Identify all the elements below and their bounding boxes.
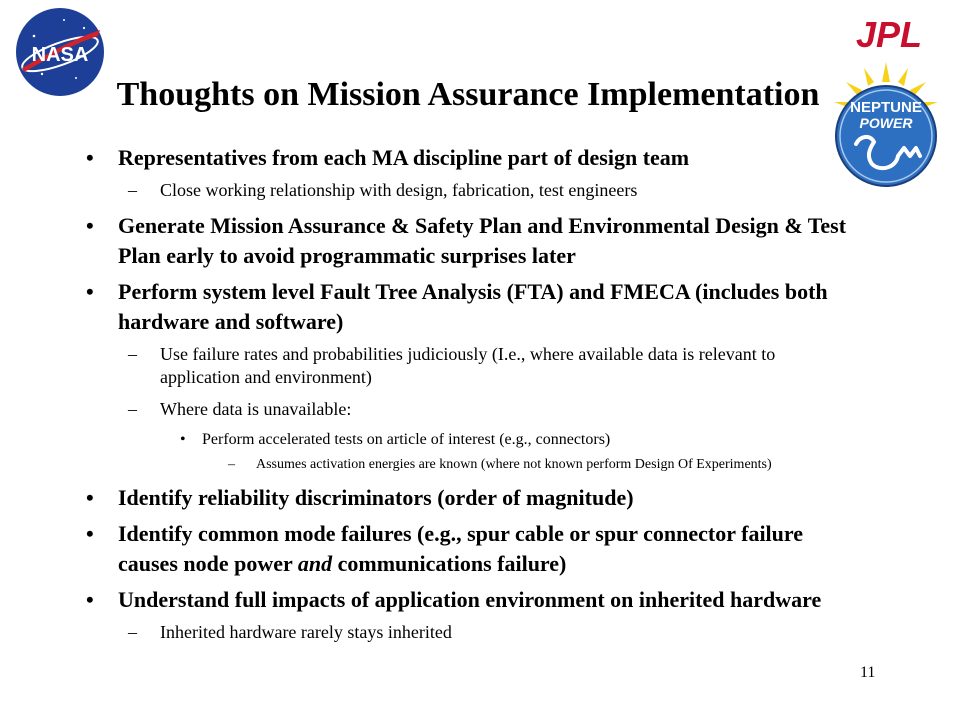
bullet-item	[80, 483, 850, 513]
bullet-item	[80, 585, 850, 615]
bullet-item	[80, 277, 850, 337]
bullet-marker: •	[86, 145, 94, 170]
sub-sub-bullet-text: Perform accelerated tests on article of interest (e.g., connectors)	[202, 431, 611, 448]
sub-bullet-item	[80, 343, 850, 389]
bullet-marker: •	[86, 587, 94, 612]
slide-title-text: Thoughts on Mission Assurance Implementation	[116, 76, 820, 113]
bullet-text: Generate Mission Assurance & Safety Plan and Environmental Design & Test Plan early to avoid programmatic surprises later	[118, 213, 847, 268]
bullet-text-part: Identify common mode failures (e.g., spur cable or spur connector failure causes node power	[118, 521, 804, 576]
bullet-marker: •	[86, 279, 94, 304]
sub-bullet-text: Where data is unavailable:	[160, 399, 352, 419]
dash-marker: –	[128, 180, 137, 200]
sub-bullet-text: Use failure rates and probabilities judiciously (I.e., where available data is relevant to application and environment)	[160, 344, 776, 387]
bullet-text-part: communications failure)	[332, 551, 567, 576]
bullet-item	[80, 519, 850, 579]
neptune-logo-line2: POWER	[859, 115, 913, 131]
bullet-marker: •	[180, 431, 186, 448]
bullet-item	[80, 143, 850, 173]
sub-bullet-item	[80, 621, 850, 644]
bullet-text: Understand full impacts of application environment on inherited hardware	[118, 587, 822, 612]
bullet-marker: •	[86, 485, 94, 510]
sub-bullet-item	[80, 179, 850, 202]
bullet-text: Identify reliability discriminators (order of magnitude)	[118, 485, 634, 510]
slide-title	[0, 70, 960, 120]
bullet-marker: •	[86, 213, 94, 238]
bullet-text-emphasis: and	[297, 551, 333, 576]
dash-marker: –	[128, 399, 137, 419]
level4-bullet-item	[80, 456, 850, 473]
dash-marker: –	[128, 344, 137, 364]
neptune-logo-line1: NEPTUNE	[850, 99, 922, 116]
jpl-logo	[843, 14, 935, 54]
page-number: 11	[860, 664, 876, 681]
bullet-text: Representatives from each MA discipline part of design team	[118, 145, 690, 170]
jpl-logo-text: JPL	[855, 14, 923, 54]
nasa-logo-text: NASA	[31, 44, 89, 66]
sub-bullet-text: Close working relationship with design, fabrication, test engineers	[160, 180, 638, 200]
bullet-marker: •	[86, 521, 94, 546]
bullet-list	[80, 143, 850, 653]
dash-marker: –	[128, 622, 137, 642]
sub-bullet-item	[80, 398, 850, 421]
bullet-text: Perform system level Fault Tree Analysis (FTA) and FMECA (includes both hardware and software)	[118, 279, 828, 334]
level4-bullet-text: Assumes activation energies are known (where not known perform Design Of Experiments)	[256, 457, 772, 472]
bullet-item	[80, 211, 850, 271]
sub-bullet-text: Inherited hardware rarely stays inherited	[160, 622, 452, 642]
sub-sub-bullet-item	[80, 430, 850, 450]
dash-marker: –	[228, 457, 235, 472]
